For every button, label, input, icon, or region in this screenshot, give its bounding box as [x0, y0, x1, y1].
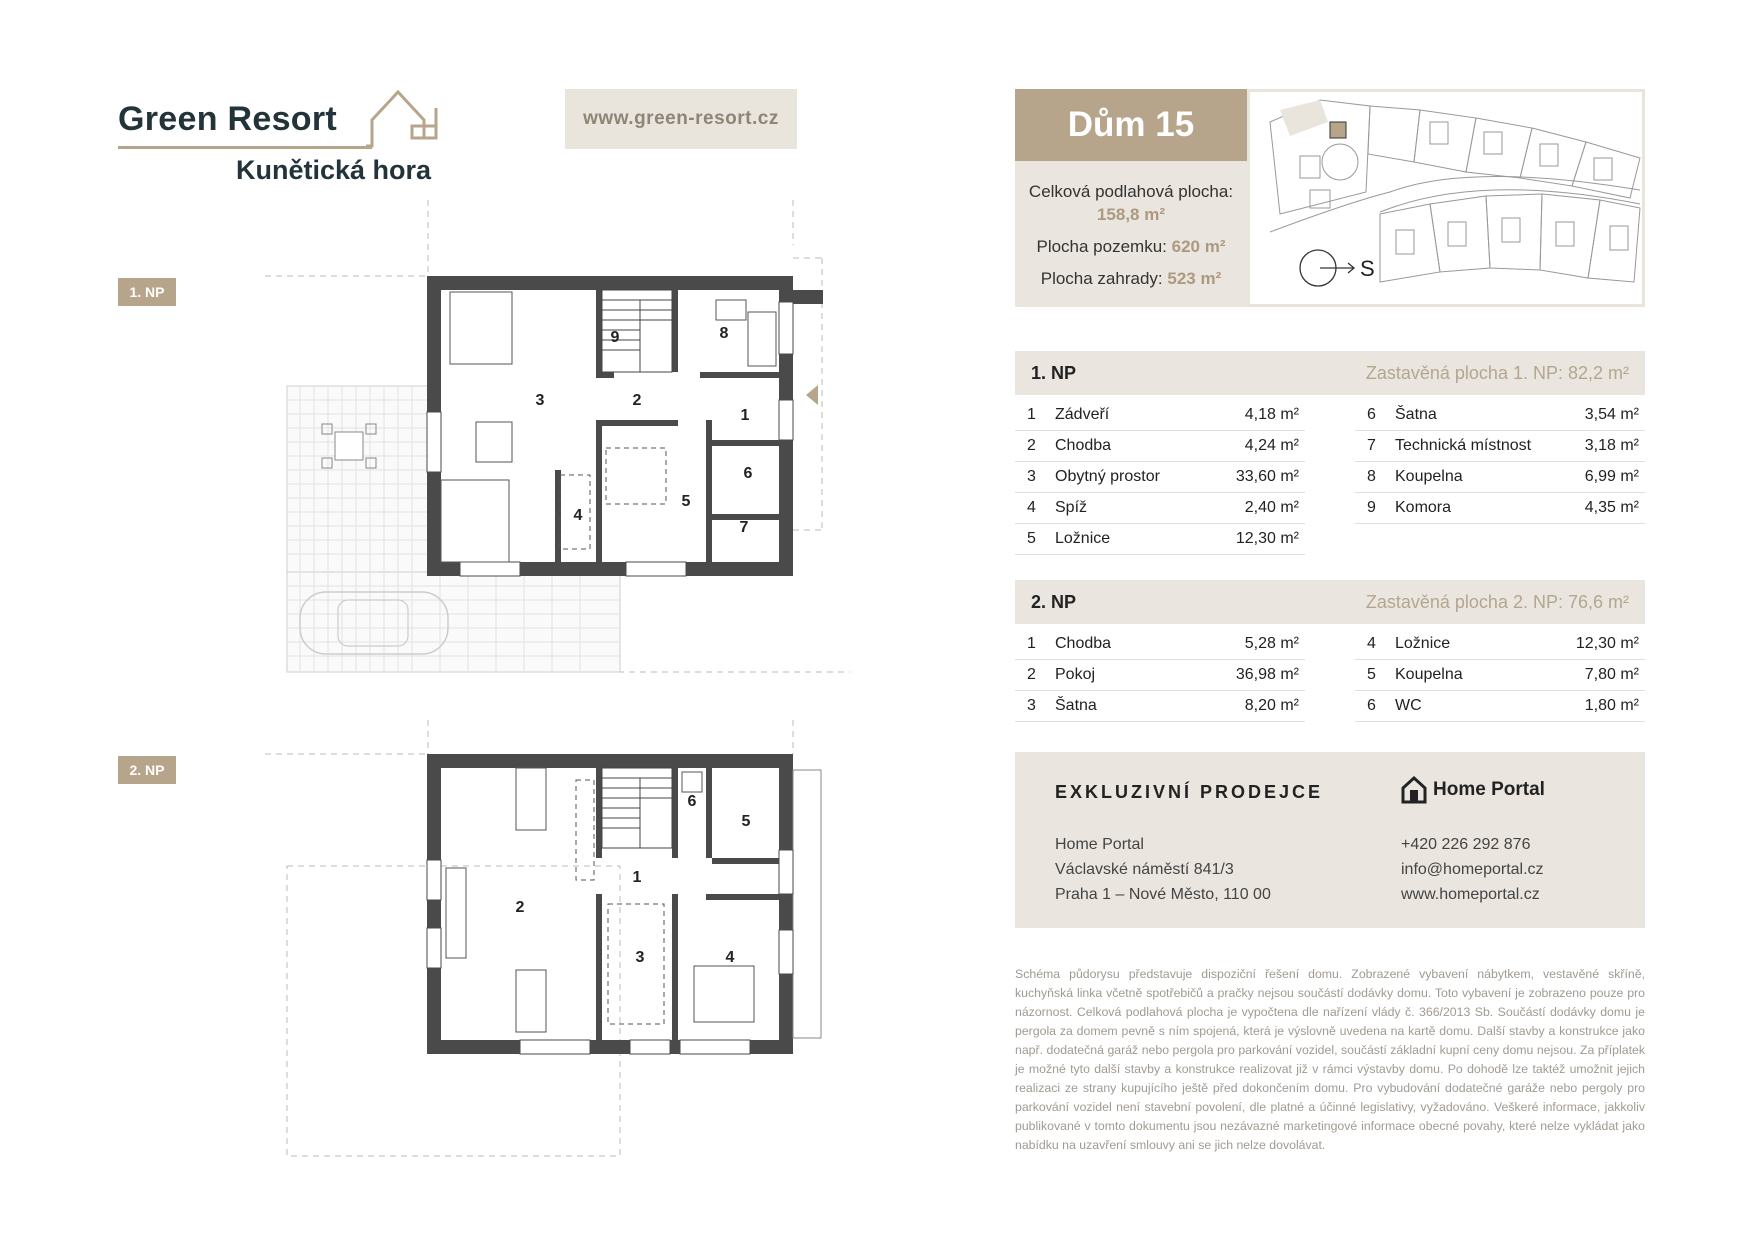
room-area: 12,30 m² [1575, 635, 1639, 652]
contact-heading: EXKLUZIVNÍ PRODEJCE [1055, 782, 1324, 802]
room-area: 8,20 m² [1244, 697, 1299, 714]
floor-area-label: Celková podlahová plocha: [1028, 182, 1234, 201]
room-number: 2 [1027, 666, 1036, 683]
brand-location: Kunětická hora [236, 155, 432, 185]
room-label: 5 [681, 493, 691, 510]
room-number: 4 [1027, 499, 1036, 516]
np1-built-area: Zastavěná plocha 1. NP: 82,2 m² [1365, 362, 1629, 383]
np2-table-right [1355, 629, 1645, 722]
room-number: 5 [1027, 530, 1036, 547]
np2-table-left [1015, 629, 1305, 722]
home-portal-logo-text: Home Portal [1433, 779, 1545, 800]
room-name: Šatna [1395, 406, 1437, 423]
contact-email[interactable]: info@homeportal.cz [1401, 861, 1544, 878]
room-area: 4,35 m² [1584, 499, 1639, 516]
house-title: Dům 15 [1015, 89, 1247, 161]
table-row [1015, 524, 1305, 555]
table-row [1015, 431, 1305, 462]
plot-area-value: 620 m² [1171, 237, 1226, 256]
room-name: Ložnice [1055, 530, 1111, 547]
room-label: 3 [535, 392, 545, 409]
table-row [1355, 493, 1645, 524]
room-name: Koupelna [1395, 468, 1463, 485]
table-row [1015, 629, 1305, 660]
room-area: 4,18 m² [1244, 406, 1299, 423]
table-row [1355, 691, 1645, 722]
room-label: 2 [515, 899, 525, 916]
room-label: 1 [632, 869, 642, 886]
contact-web[interactable]: www.homeportal.cz [1401, 886, 1540, 903]
table-row [1355, 660, 1645, 691]
home-portal-icon [1401, 776, 1427, 804]
table-row [1355, 400, 1645, 431]
room-label: 3 [635, 949, 645, 966]
np2-label: 2. NP [1031, 591, 1077, 612]
room-name: Pokoj [1055, 666, 1096, 683]
site-map [1247, 89, 1645, 307]
room-area: 6,99 m² [1584, 468, 1639, 485]
room-name: Spíž [1055, 499, 1088, 516]
room-area: 33,60 m² [1235, 468, 1299, 485]
room-name: Ložnice [1395, 635, 1451, 652]
table-row [1015, 400, 1305, 431]
room-label: 7 [739, 519, 749, 536]
room-name: Technická místnost [1395, 437, 1532, 454]
room-label: 6 [743, 465, 753, 482]
room-label: 9 [610, 329, 620, 346]
np2-built-area: Zastavěná plocha 2. NP: 76,6 m² [1365, 591, 1629, 612]
room-label: 1 [740, 407, 750, 424]
room-number: 7 [1367, 437, 1376, 454]
contact-phone[interactable]: +420 226 292 876 [1401, 836, 1531, 853]
room-number: 9 [1367, 499, 1376, 516]
room-number: 8 [1367, 468, 1376, 485]
room-area: 12,30 m² [1235, 530, 1299, 547]
table-row [1015, 691, 1305, 722]
room-area: 2,40 m² [1244, 499, 1299, 516]
disclaimer-text: Schéma půdorysu představuje dispoziční řešení domu. Zobrazené vybavení nábytkem, vestavěné skříně, kuchyňská linka včetně spotřebičů a pračky nejsou součástí dodávky domu. Toto vybavení je zobrazeno pouze pro názornost. Celková podlahová plocha je vypočtena dle nařízení vlády č. 366/2013 Sb. Součástí dodávky domu je pergola za domem pevně s ním spojená, která je výslovně uvedena na kartě domu. Další stavby a konstrukce jako např. dodatečná garáž nebo pergola pro parkování vozidel, součástí základní kupní ceny domu nejsou. Za příplatek je možné tyto další stavby a konstrukce realizovat již v rámci výstavby domu. Po dohodě lze taktéž umožnit jejich realizaci ze strany kupujícího ještě před dokončením domu. Pro vybudování dodatečné garáže nebo pergoly pro parkování vozidel není stavební povolení, dle platné a účinné legislativy, vyžadováno. Veškeré informace, jakkoliv publikované v tomto dokumentu jsou nezávazné marketingové informace obecné povahy, které nelze vykládat jako nabídku na uzavření smlouvy ani se jich nelze dovolávat. [1015, 967, 1645, 1152]
contact-panel [1015, 752, 1645, 928]
table-row [1015, 462, 1305, 493]
room-area: 1,80 m² [1584, 697, 1639, 714]
floor-tag-2np: 2. NP [118, 756, 176, 784]
room-number: 4 [1367, 635, 1376, 652]
room-name: Zádveří [1055, 406, 1110, 423]
contact-street: Václavské náměstí 841/3 [1055, 861, 1234, 878]
room-area: 3,18 m² [1584, 437, 1639, 454]
house-areas [1015, 161, 1247, 307]
table-row [1015, 493, 1305, 524]
plot-area-label: Plocha pozemku: [1036, 237, 1167, 256]
contact-city: Praha 1 – Nové Město, 110 00 [1055, 886, 1271, 903]
np1-table-left [1015, 400, 1305, 555]
room-label: 2 [632, 392, 642, 409]
terrace-1np [287, 386, 620, 672]
floor-tag-1np: 1. NP [118, 278, 176, 306]
floor-area-value: 158,8 m² [1096, 205, 1166, 224]
room-area: 3,54 m² [1584, 406, 1639, 423]
room-label: 4 [725, 949, 735, 966]
entry-arrow-icon [806, 385, 818, 405]
table-row [1355, 431, 1645, 462]
garden-area-label: Plocha zahrady: [1040, 269, 1163, 288]
garden-area-value: 523 m² [1167, 269, 1222, 288]
room-number: 2 [1027, 437, 1036, 454]
website-link[interactable]: www.green-resort.cz [565, 89, 797, 149]
room-label: 4 [573, 507, 583, 524]
room-number: 6 [1367, 406, 1376, 423]
contact-company: Home Portal [1055, 836, 1144, 853]
room-name: Obytný prostor [1055, 468, 1160, 485]
brand-name: Green Resort [118, 100, 338, 138]
room-area: 7,80 m² [1584, 666, 1639, 683]
np2-header [1015, 580, 1645, 624]
room-area: 4,24 m² [1244, 437, 1299, 454]
room-name: Koupelna [1395, 666, 1463, 683]
room-area: 5,28 m² [1244, 635, 1299, 652]
np1-header [1015, 351, 1645, 395]
room-label: 5 [741, 813, 751, 830]
room-number: 1 [1027, 406, 1036, 423]
compass-label: S [1360, 256, 1375, 281]
np1-table-right [1355, 400, 1645, 524]
room-number: 6 [1367, 697, 1376, 714]
room-name: Šatna [1055, 697, 1097, 714]
table-row [1015, 660, 1305, 691]
np1-label: 1. NP [1031, 362, 1077, 383]
room-area: 36,98 m² [1235, 666, 1299, 683]
home-portal-logo [1401, 776, 1545, 804]
room-name: Chodba [1055, 635, 1112, 652]
room-name: WC [1395, 697, 1422, 714]
table-row [1355, 629, 1645, 660]
room-label: 8 [719, 325, 729, 342]
room-number: 3 [1027, 697, 1036, 714]
table-row [1355, 462, 1645, 493]
room-number: 1 [1027, 635, 1036, 652]
room-name: Komora [1395, 499, 1452, 516]
room-label: 6 [687, 793, 697, 810]
room-number: 3 [1027, 468, 1036, 485]
room-name: Chodba [1055, 437, 1112, 454]
room-number: 5 [1367, 666, 1376, 683]
